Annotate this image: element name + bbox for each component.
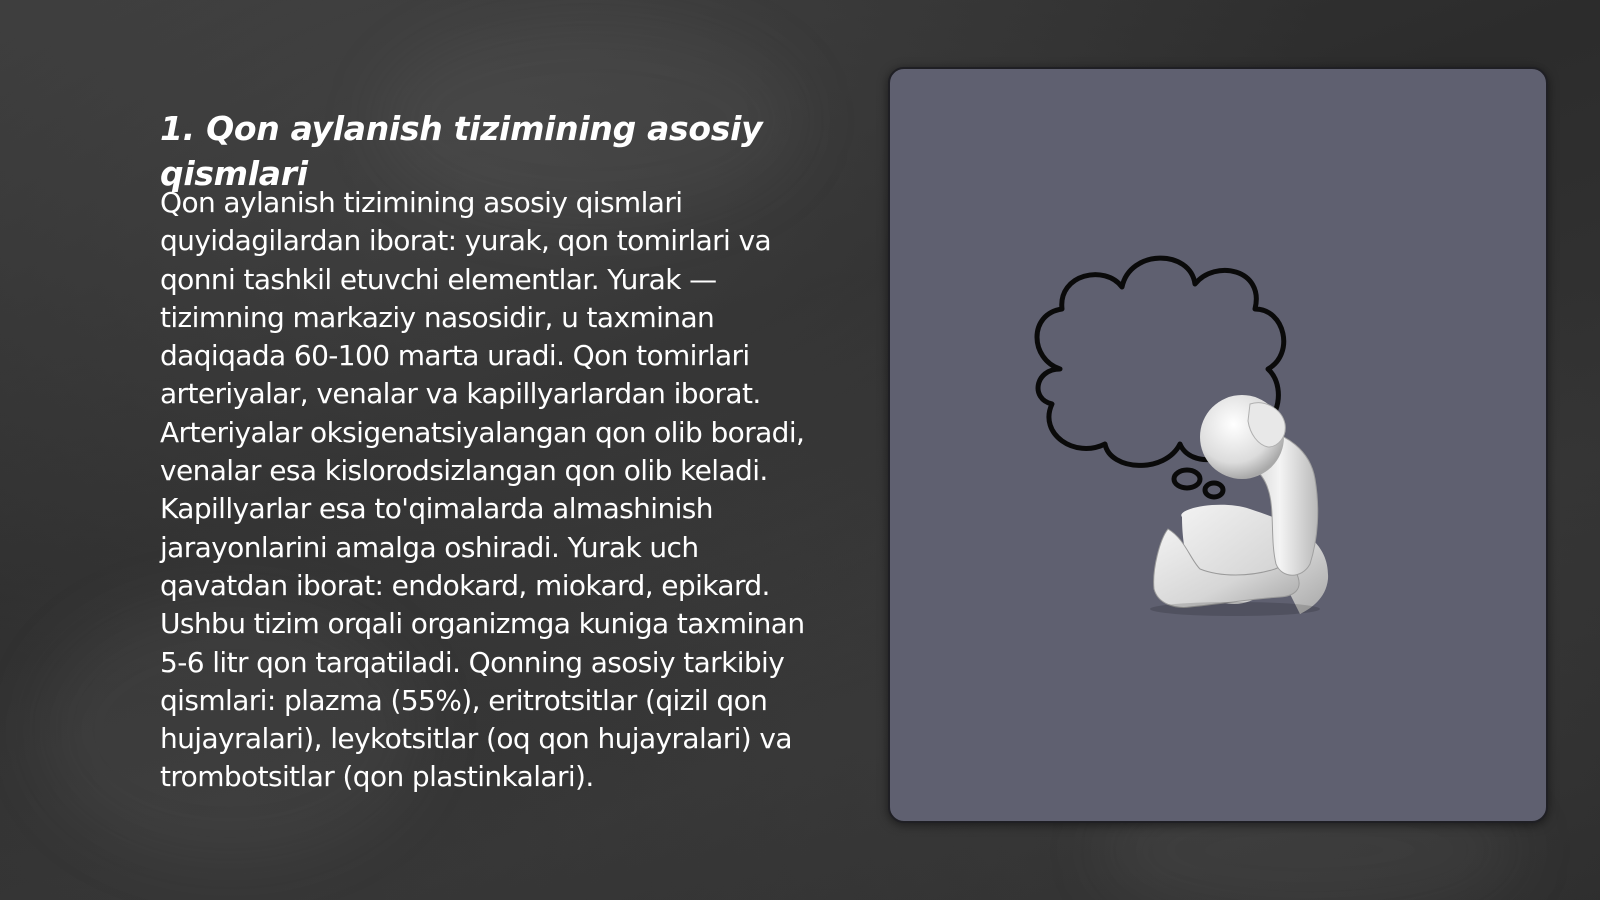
- slide-title: 1. Qon aylanish tizimining asosiy qismlari: [160, 109, 763, 193]
- image-panel: [888, 67, 1548, 823]
- thinking-person-icon: [890, 69, 1548, 823]
- person-figure: [1150, 395, 1328, 616]
- slide-body-text: Qon aylanish tizimining asosiy qismlari quyidagilardan iborat: yurak, qon tomirlari va qonni tashkil etuvchi elementlar. Yurak — tizimning markaziy nasosidir, u taxminan daqiqada 60-100 marta uradi. Qon tomirlari arteriyalar, venalar va kapillyarlardan iborat. Arteriyalar oksigenatsiyalangan qon olib boradi, venalar esa kislorodsizlangan qon olib keladi. Kapillyarlar esa to'qimalarda almashinish jarayonlarini amalga oshiradi. Yurak uch qavatdan iborat: endokard, miokard, epikard. Ushbu tizim orqali organizmga kuniga taxminan 5-6 litr qon tarqatiladi. Qonning asosiy tarkibiy qismlari: plazma (55%), eritrotsitlar (qizil qon hujayralari), leykotsitlar (oq qon hujayralari) va trombotsitlar (qon plastinkalari).: [160, 186, 805, 794]
- text-block: [160, 106, 830, 797]
